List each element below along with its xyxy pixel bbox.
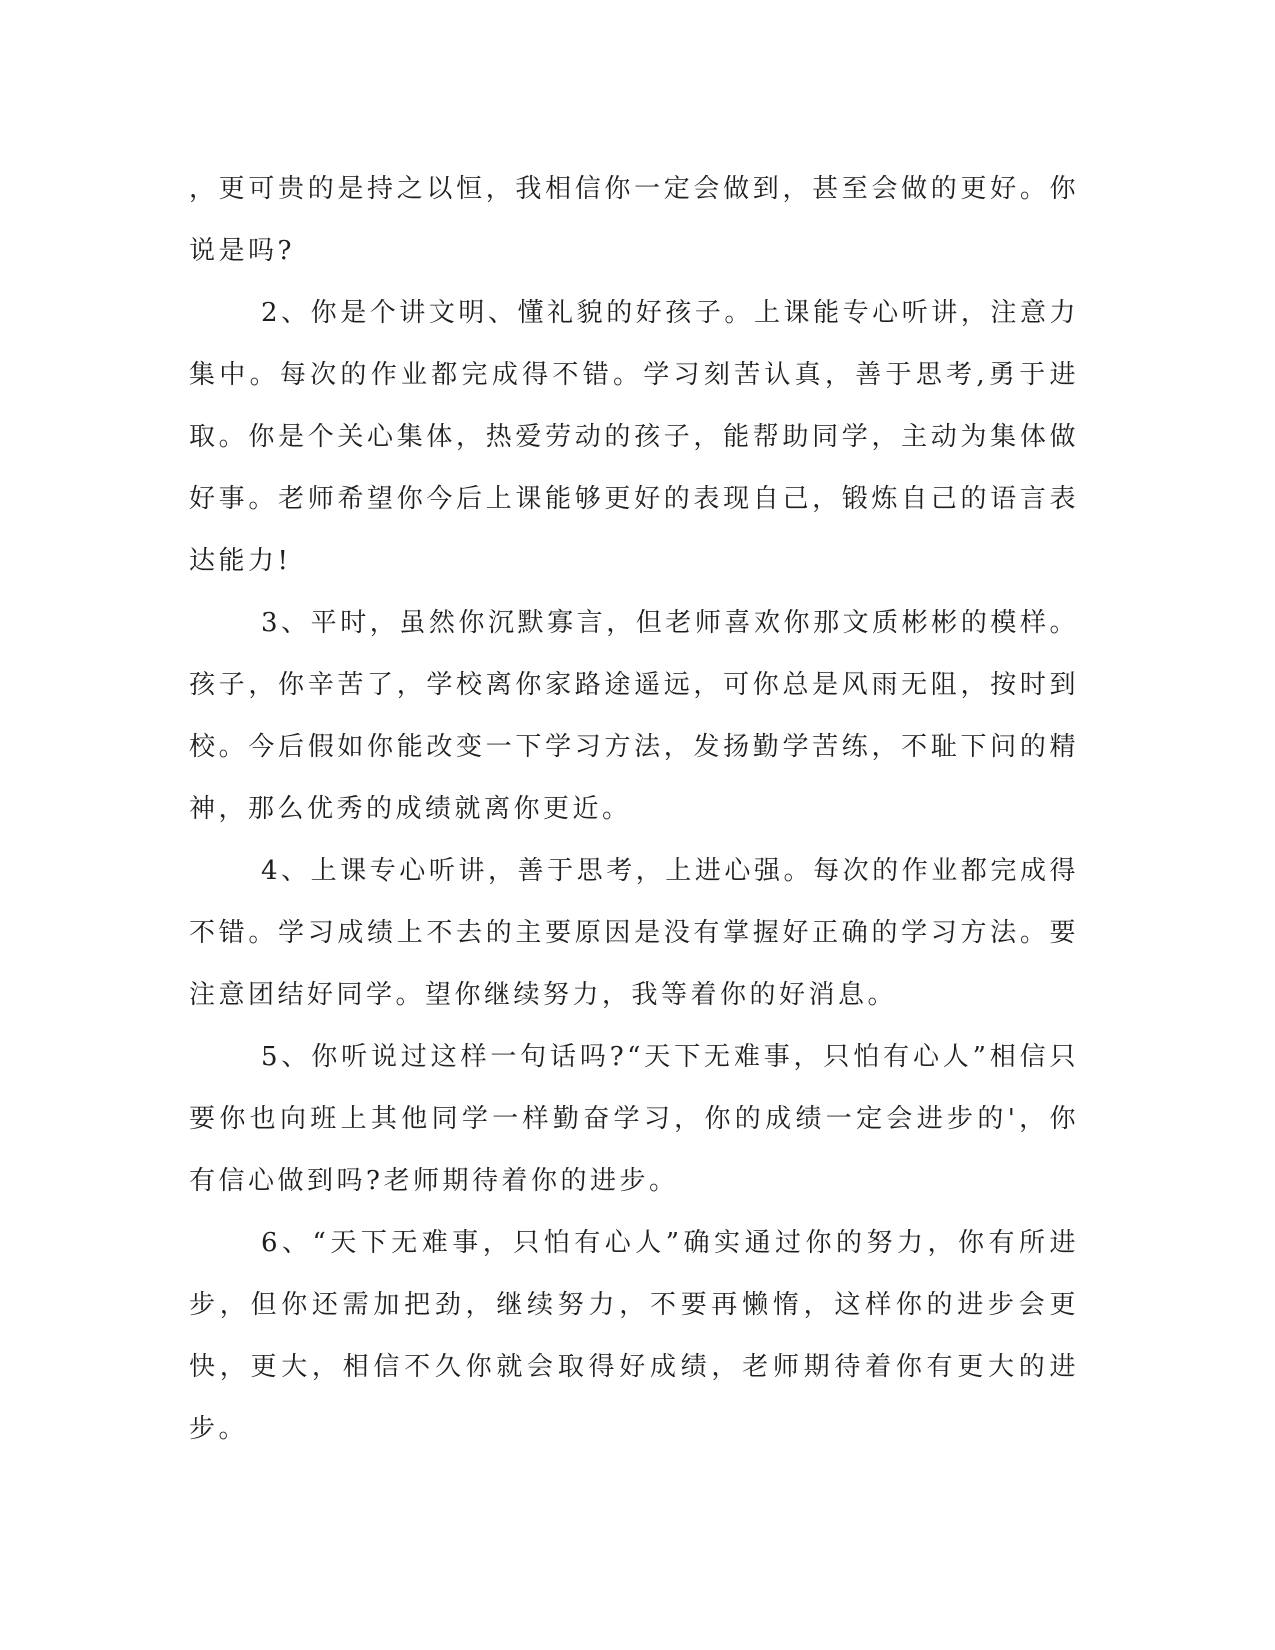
paragraph-continuation: ，更可贵的是持之以恒，我相信你一定会做到，甚至会做的更好。你说是吗? [189, 174, 1079, 266]
paragraph-comment-6: 6、“天下无难事，只怕有心人”确实通过你的努力，你有所进步，但你还需加把劲，继续努力，不要再懒惰，这样你的进步会更快，更大，相信不久你就会取得好成绩，老师期待着你有更大的进步。 [189, 1228, 1079, 1444]
paragraph-comment-3: 3、平时，虽然你沉默寡言，但老师喜欢你那文质彬彬的模样。孩子，你辛苦了，学校离你家路途遥远，可你总是风雨无阻，按时到校。今后假如你能改变一下学习方法，发扬勤学苦练，不耻下问的精神，那么优秀的成绩就离你更近。 [189, 608, 1079, 824]
document-body [189, 158, 1079, 1460]
paragraph-comment-5: 5、你听说过这样一句话吗?“天下无难事，只怕有心人”相信只要你也向班上其他同学一样勤奋学习，你的成绩一定会进步的'，你有信心做到吗?老师期待着你的进步。 [189, 1042, 1079, 1196]
paragraph-comment-4: 4、上课专心听讲，善于思考，上进心强。每次的作业都完成得不错。学习成绩上不去的主要原因是没有掌握好正确的学习方法。要注意团结好同学。望你继续努力，我等着你的好消息。 [189, 856, 1079, 1010]
paragraph-comment-2: 2、你是个讲文明、懂礼貌的好孩子。上课能专心听讲，注意力集中。每次的作业都完成得不错。学习刻苦认真，善于思考,勇于进取。你是个关心集体，热爱劳动的孩子，能帮助同学，主动为集体做好事。老师希望你今后上课能够更好的表现自己，锻炼自己的语言表达能力! [189, 298, 1079, 576]
